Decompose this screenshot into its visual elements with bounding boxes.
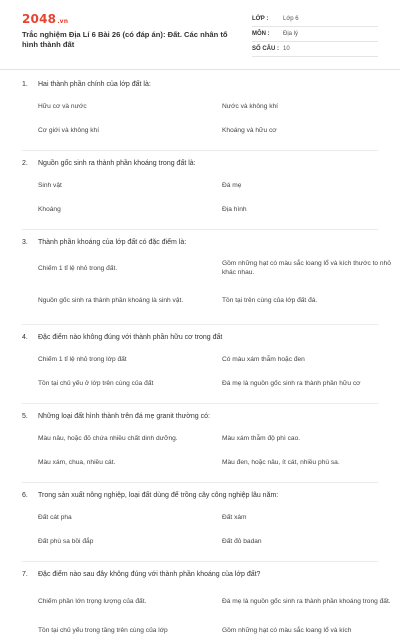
- question-3: [22, 236, 391, 316]
- answer-option[interactable]: Cơ giới và không khí: [38, 126, 100, 134]
- question-text: [22, 410, 378, 424]
- answer-option[interactable]: Sinh vật: [38, 181, 62, 189]
- question-number: 6.: [22, 492, 28, 499]
- answer-option[interactable]: Đất đỏ badan: [222, 537, 262, 545]
- question-number: 5.: [22, 413, 28, 420]
- question-text: [22, 568, 378, 582]
- question-prompt: Đặc điểm nào không đúng với thành phần hữu cơ trong đất: [38, 334, 223, 341]
- question-prompt: Đặc điểm nào sau đây không đúng với thành phần khoáng của lớp đất?: [38, 571, 261, 578]
- question-text: [22, 157, 378, 171]
- question-prompt: Trong sản xuất nông nghiệp, loại đất dùng để trồng cây công nghiệp lâu năm:: [38, 492, 279, 499]
- answer-option[interactable]: Hữu cơ và nước: [38, 102, 87, 110]
- answer-option[interactable]: Địa hình: [222, 205, 247, 213]
- meta-label: SỐ CÂU :: [252, 46, 279, 52]
- answer-options: [22, 347, 378, 395]
- quiz-meta: [252, 12, 378, 57]
- question-number: 2.: [22, 160, 28, 167]
- answer-option[interactable]: Tồn tại trên cùng của lớp đất đá.: [222, 296, 318, 304]
- answer-option[interactable]: Đá mẹ: [222, 181, 242, 189]
- site-logo[interactable]: [22, 12, 68, 26]
- page-header: [0, 0, 400, 70]
- divider: [22, 403, 378, 404]
- meta-value[interactable]: Lớp 6: [283, 16, 299, 22]
- answer-option[interactable]: Đá mẹ là nguồn gốc sinh ra thành phần hữu cơ: [222, 379, 361, 387]
- divider: [22, 482, 378, 483]
- meta-value: 10: [283, 46, 290, 52]
- question-1: [22, 78, 378, 142]
- answer-option[interactable]: Màu nâu, hoặc đỏ chứa nhiều chất dinh dưỡng.: [38, 434, 178, 442]
- meta-row-count: [252, 42, 378, 57]
- divider: [22, 150, 378, 151]
- answer-option[interactable]: Gồm những hạt có màu sắc loang lổ và kích thước to nhỏ khác nhau.: [222, 260, 391, 276]
- answer-options: [22, 505, 378, 553]
- answer-option[interactable]: Đất cát pha: [38, 513, 72, 521]
- question-list: [22, 78, 391, 642]
- question-prompt: Nguồn gốc sinh ra thành phần khoáng trong đất là:: [38, 160, 196, 167]
- page-title: Trắc nghiệm Địa Lí 6 Bài 26 (có đáp án): Đất. Các nhân tố hình thành đất: [22, 30, 228, 49]
- answer-option[interactable]: Có màu xám thẫm hoặc đen: [222, 355, 305, 363]
- meta-label: LỚP :: [252, 16, 269, 22]
- answer-option[interactable]: Màu xám thẫm độ phì cao.: [222, 434, 301, 442]
- answer-option[interactable]: Nước và không khí: [222, 102, 279, 110]
- answer-option[interactable]: Chiếm 1 tỉ lệ nhỏ trong đất.: [38, 264, 118, 272]
- question-prompt: Thành phần khoáng của lớp đất có đặc điểm là:: [38, 239, 187, 246]
- question-prompt: Những loại đất hình thành trên đá mẹ granit thường có:: [38, 413, 210, 420]
- answer-option[interactable]: Gồm những hạt có màu sắc loang lổ và kích: [222, 626, 352, 634]
- answer-option[interactable]: Nguồn gốc sinh ra thành phần khoáng là sinh vật.: [38, 296, 184, 304]
- answer-option[interactable]: Chiếm phần lớn trọng lượng của đất.: [38, 597, 147, 605]
- answer-option[interactable]: Chiếm 1 tỉ lệ nhỏ trong lớp đất: [38, 355, 127, 363]
- logo-text: 2048: [22, 12, 57, 26]
- divider: [22, 324, 378, 325]
- question-text: [22, 489, 378, 503]
- meta-label: MÔN :: [252, 31, 270, 37]
- question-2: [22, 157, 378, 221]
- answer-option[interactable]: Đá mẹ là nguồn gốc sinh ra thành phần khoáng trong đất.: [222, 597, 391, 605]
- answer-options: [22, 584, 391, 642]
- answer-option[interactable]: Đất phù sa bồi đắp: [38, 537, 94, 545]
- answer-option[interactable]: Khoáng: [38, 205, 61, 213]
- question-text: [22, 331, 378, 345]
- divider: [22, 229, 378, 230]
- question-4: [22, 331, 378, 395]
- answer-options: [22, 252, 391, 316]
- logo-suffix: .vn: [57, 18, 69, 25]
- answer-options: [22, 173, 378, 221]
- question-text: [22, 78, 378, 92]
- answer-option[interactable]: Màu xám, chua, nhiều cát.: [38, 458, 116, 466]
- question-number: 4.: [22, 334, 28, 341]
- question-prompt: Hai thành phần chính của lớp đất là:: [38, 81, 151, 88]
- meta-value[interactable]: Địa lý: [283, 31, 299, 37]
- question-number: 7.: [22, 571, 28, 578]
- question-5: [22, 410, 378, 474]
- question-text: [22, 236, 378, 250]
- answer-option[interactable]: Tồn tại chủ yếu ở lớp trên cùng của đất: [38, 379, 154, 387]
- question-7: [22, 568, 391, 642]
- answer-option[interactable]: Tồn tại chủ yếu trong tầng trên cùng của lớp: [38, 626, 168, 634]
- question-6: [22, 489, 378, 553]
- meta-row-grade: [252, 12, 378, 27]
- question-number: 3.: [22, 239, 28, 246]
- answer-option[interactable]: Màu đen, hoặc nâu, ít cát, nhiều phù sa.: [222, 458, 340, 466]
- meta-row-subject: [252, 27, 378, 42]
- answer-option[interactable]: Khoáng và hữu cơ: [222, 126, 277, 134]
- divider: [22, 561, 378, 562]
- answer-options: [22, 94, 378, 142]
- answer-options: [22, 426, 378, 474]
- answer-option[interactable]: Đất xám: [222, 513, 247, 521]
- question-number: 1.: [22, 81, 28, 88]
